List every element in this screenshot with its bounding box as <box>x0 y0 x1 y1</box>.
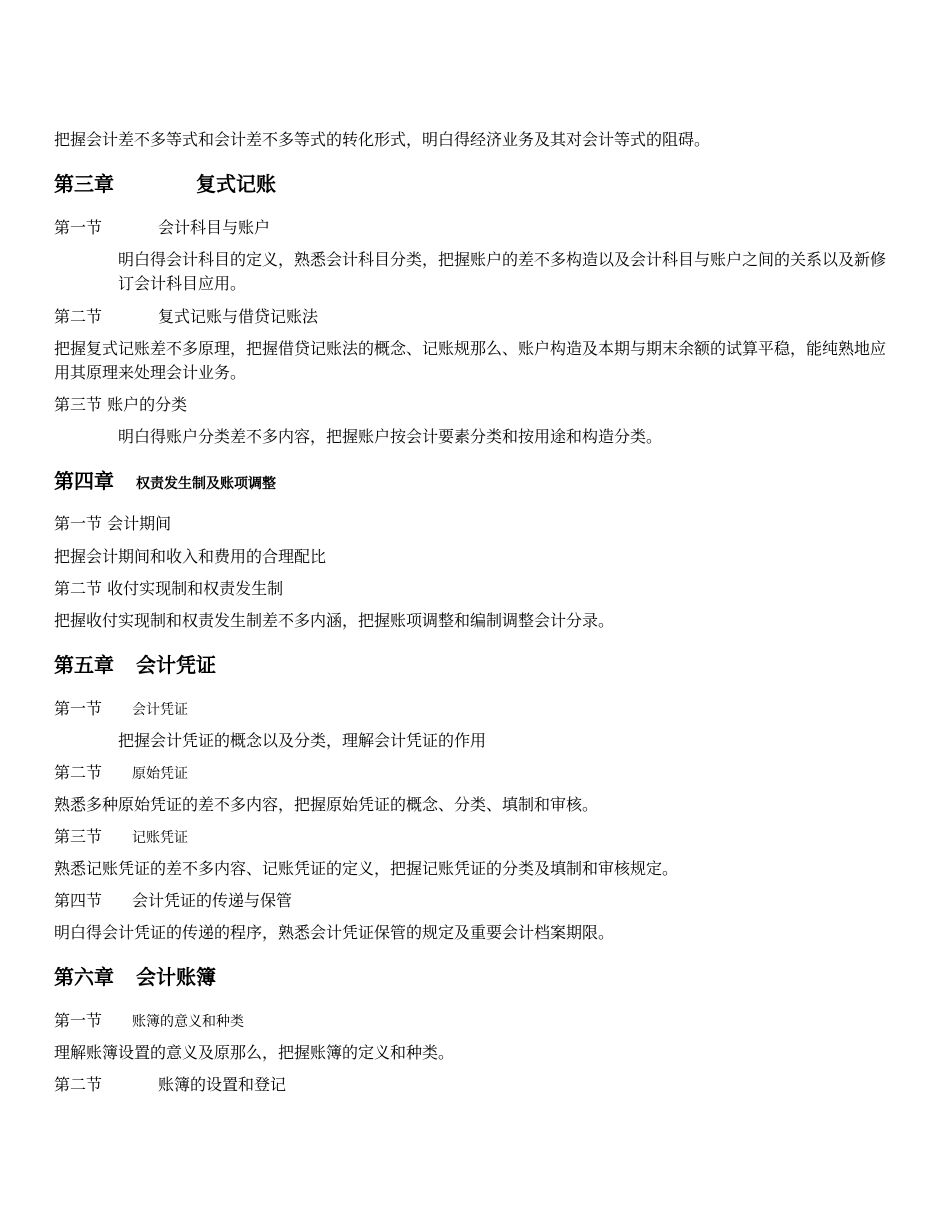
section-title: 会计凭证的传递与保管 <box>132 891 293 910</box>
section-title: 账簿的设置和登记 <box>158 1075 287 1094</box>
paragraph: 熟悉记账凭证的差不多内容、记账凭证的定义，把握记账凭证的分类及填制和审核规定。 <box>54 859 679 878</box>
paragraph: 明白得会计凭证的传递的程序，熟悉会计凭证保管的规定及重要会计档案期限。 <box>54 923 615 942</box>
section-number: 第一节 <box>54 699 103 718</box>
section-heading: 第二节 收付实现制和权责发生制 <box>54 579 284 598</box>
section-heading <box>54 825 188 850</box>
paragraph: 理解账簿设置的意义及原那么，把握账簿的定义和种类。 <box>54 1043 455 1062</box>
section-title: 会计凭证 <box>132 702 189 718</box>
section-heading <box>54 889 292 913</box>
chapter-number: 第五章 <box>54 653 114 677</box>
section-heading <box>54 761 188 786</box>
section-number: 第二节 <box>54 307 103 326</box>
section-number: 第二节 <box>54 1075 103 1094</box>
paragraph: 把握收付实现制和权责发生制差不多内涵，把握账项调整和编制调整会计分录。 <box>54 611 615 630</box>
chapter-heading-4 <box>54 467 276 498</box>
chapter-title: 复式记账 <box>196 172 276 196</box>
section-heading <box>54 697 188 722</box>
section-title: 会计科目与账户 <box>158 218 271 237</box>
paragraph: 把握复式记账差不多原理，把握借贷记账法的概念、记账规那么、账户构造及本期与期末余额的试算平稳，能纯熟地应用其原理来处理会计业务。 <box>54 339 887 382</box>
section-number: 第四节 <box>54 891 103 910</box>
paragraph: 把握会计差不多等式和会计差不多等式的转化形式，明白得经济业务及其对会计等式的阻碍。 <box>54 130 711 149</box>
section-heading: 第三节 账户的分类 <box>54 395 188 414</box>
chapter-title: 会计账簿 <box>136 965 216 989</box>
section-number: 第一节 <box>54 1011 103 1030</box>
chapter-title: 会计凭证 <box>136 653 216 677</box>
chapter-number: 第四章 <box>54 469 114 493</box>
section-heading <box>54 1009 244 1034</box>
chapter-heading-5 <box>54 651 216 679</box>
section-title: 复式记账与借贷记账法 <box>158 307 319 326</box>
chapter-number: 第三章 <box>54 172 114 196</box>
paragraph: 明白得账户分类差不多内容，把握账户按会计要素分类和按用途和构造分类。 <box>118 427 663 446</box>
section-number: 第二节 <box>54 763 103 782</box>
section-heading <box>54 1073 286 1097</box>
chapter-heading-3 <box>54 170 276 198</box>
section-heading <box>54 305 318 329</box>
section-title: 账簿的意义和种类 <box>132 1014 245 1030</box>
chapter-title: 权责发生制及账项调整 <box>136 476 276 492</box>
section-heading: 第一节 会计期间 <box>54 514 172 533</box>
section-title: 记账凭证 <box>132 830 189 846</box>
paragraph: 把握会计期间和收入和费用的合理配比 <box>54 547 327 566</box>
paragraph: 熟悉多种原始凭证的差不多内容，把握原始凭证的概念、分类、填制和审核。 <box>54 795 599 814</box>
chapter-heading-6 <box>54 963 216 991</box>
section-number: 第一节 <box>54 218 103 237</box>
section-number: 第三节 <box>54 827 103 846</box>
paragraph: 明白得会计科目的定义，熟悉会计科目分类，把握账户的差不多构造以及会计科目与账户之间的关系以及新修订会计科目应用。 <box>118 250 887 293</box>
section-title: 原始凭证 <box>132 766 189 782</box>
chapter-number: 第六章 <box>54 965 114 989</box>
paragraph: 把握会计凭证的概念以及分类，理解会计凭证的作用 <box>118 731 487 750</box>
section-heading <box>54 216 270 240</box>
